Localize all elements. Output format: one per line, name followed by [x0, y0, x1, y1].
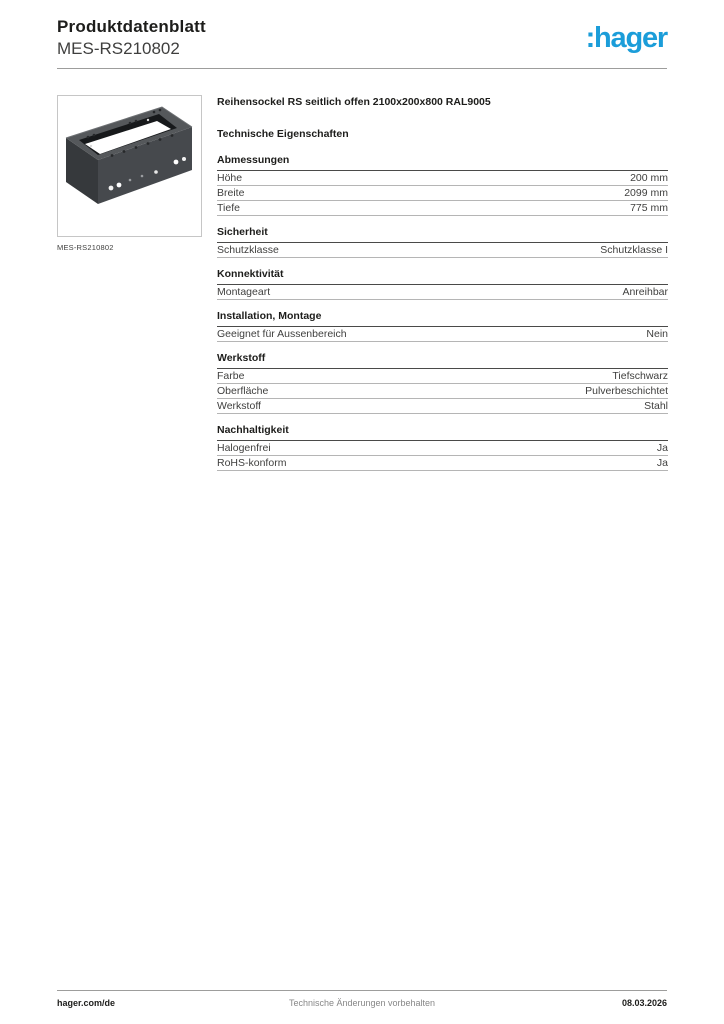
section-title: Werkstoff	[217, 352, 668, 369]
spec-row	[217, 186, 668, 201]
product-title: Reihensockel RS seitlich offen 2100x200x800 RAL9005	[217, 96, 491, 108]
section-title: Nachhaltigkeit	[217, 424, 668, 441]
section-title: Abmessungen	[217, 154, 668, 171]
spec-content	[217, 96, 668, 471]
spec-section-installation-montage	[217, 310, 668, 342]
spec-sections	[217, 154, 668, 471]
spec-label: Höhe	[217, 172, 243, 184]
spec-row	[217, 171, 668, 186]
spec-label: Farbe	[217, 370, 245, 382]
product-image-frame	[57, 95, 202, 237]
spec-row	[217, 243, 668, 258]
spec-value: Ja	[656, 457, 668, 469]
spec-value: Anreihbar	[622, 286, 668, 298]
spec-row	[217, 285, 668, 300]
header	[57, 17, 667, 59]
spec-label: Tiefe	[217, 202, 240, 214]
spec-section-konnektivitaet	[217, 268, 668, 300]
tech-properties-heading: Technische Eigenschaften	[217, 128, 349, 140]
spec-row	[217, 327, 668, 342]
spec-value: Stahl	[644, 400, 668, 412]
spec-section-sicherheit	[217, 226, 668, 258]
spec-row	[217, 399, 668, 414]
spec-label: Geeignet für Aussenbereich	[217, 328, 347, 340]
hager-logo: :hager	[585, 22, 667, 54]
product-image-caption: MES-RS210802	[57, 243, 114, 252]
spec-value: 2099 mm	[624, 187, 668, 199]
spec-label: Oberfläche	[217, 385, 269, 397]
header-divider	[57, 68, 667, 69]
spec-value: Nein	[646, 328, 668, 340]
spec-value: Pulverbeschichtet	[585, 385, 668, 397]
header-product-code: MES-RS210802	[57, 39, 180, 58]
spec-label: Werkstoff	[217, 400, 261, 412]
section-title: Konnektivität	[217, 268, 668, 285]
spec-value: Tiefschwarz	[612, 370, 668, 382]
footer-website-link[interactable]: hager.com/de	[57, 998, 116, 1008]
spec-row	[217, 441, 668, 456]
spec-value: 775 mm	[630, 202, 668, 214]
spec-label: RoHS-konform	[217, 457, 287, 469]
product-image-column	[57, 95, 202, 252]
spec-label: Halogenfrei	[217, 442, 271, 454]
spec-value: Ja	[656, 442, 668, 454]
spec-row	[217, 369, 668, 384]
product-photo	[58, 96, 201, 236]
footer-divider	[57, 990, 667, 991]
spec-section-abmessungen	[217, 154, 668, 216]
footer-date: 08.03.2026	[621, 998, 667, 1008]
spec-row	[217, 384, 668, 399]
spec-value: Schutzklasse I	[600, 244, 668, 256]
spec-label: Schutzklasse	[217, 244, 279, 256]
spec-value: 200 mm	[630, 172, 668, 184]
spec-section-nachhaltigkeit	[217, 424, 668, 471]
section-title: Sicherheit	[217, 226, 668, 243]
spec-row	[217, 456, 668, 471]
section-title: Installation, Montage	[217, 310, 668, 327]
spec-row	[217, 201, 668, 216]
footer-disclaimer: Technische Änderungen vorbehalten	[288, 998, 436, 1008]
spec-label: Montageart	[217, 286, 271, 298]
doc-type-title: Produktdatenblatt	[57, 17, 206, 36]
spec-label: Breite	[217, 187, 245, 199]
spec-section-werkstoff	[217, 352, 668, 414]
footer	[57, 998, 667, 1008]
